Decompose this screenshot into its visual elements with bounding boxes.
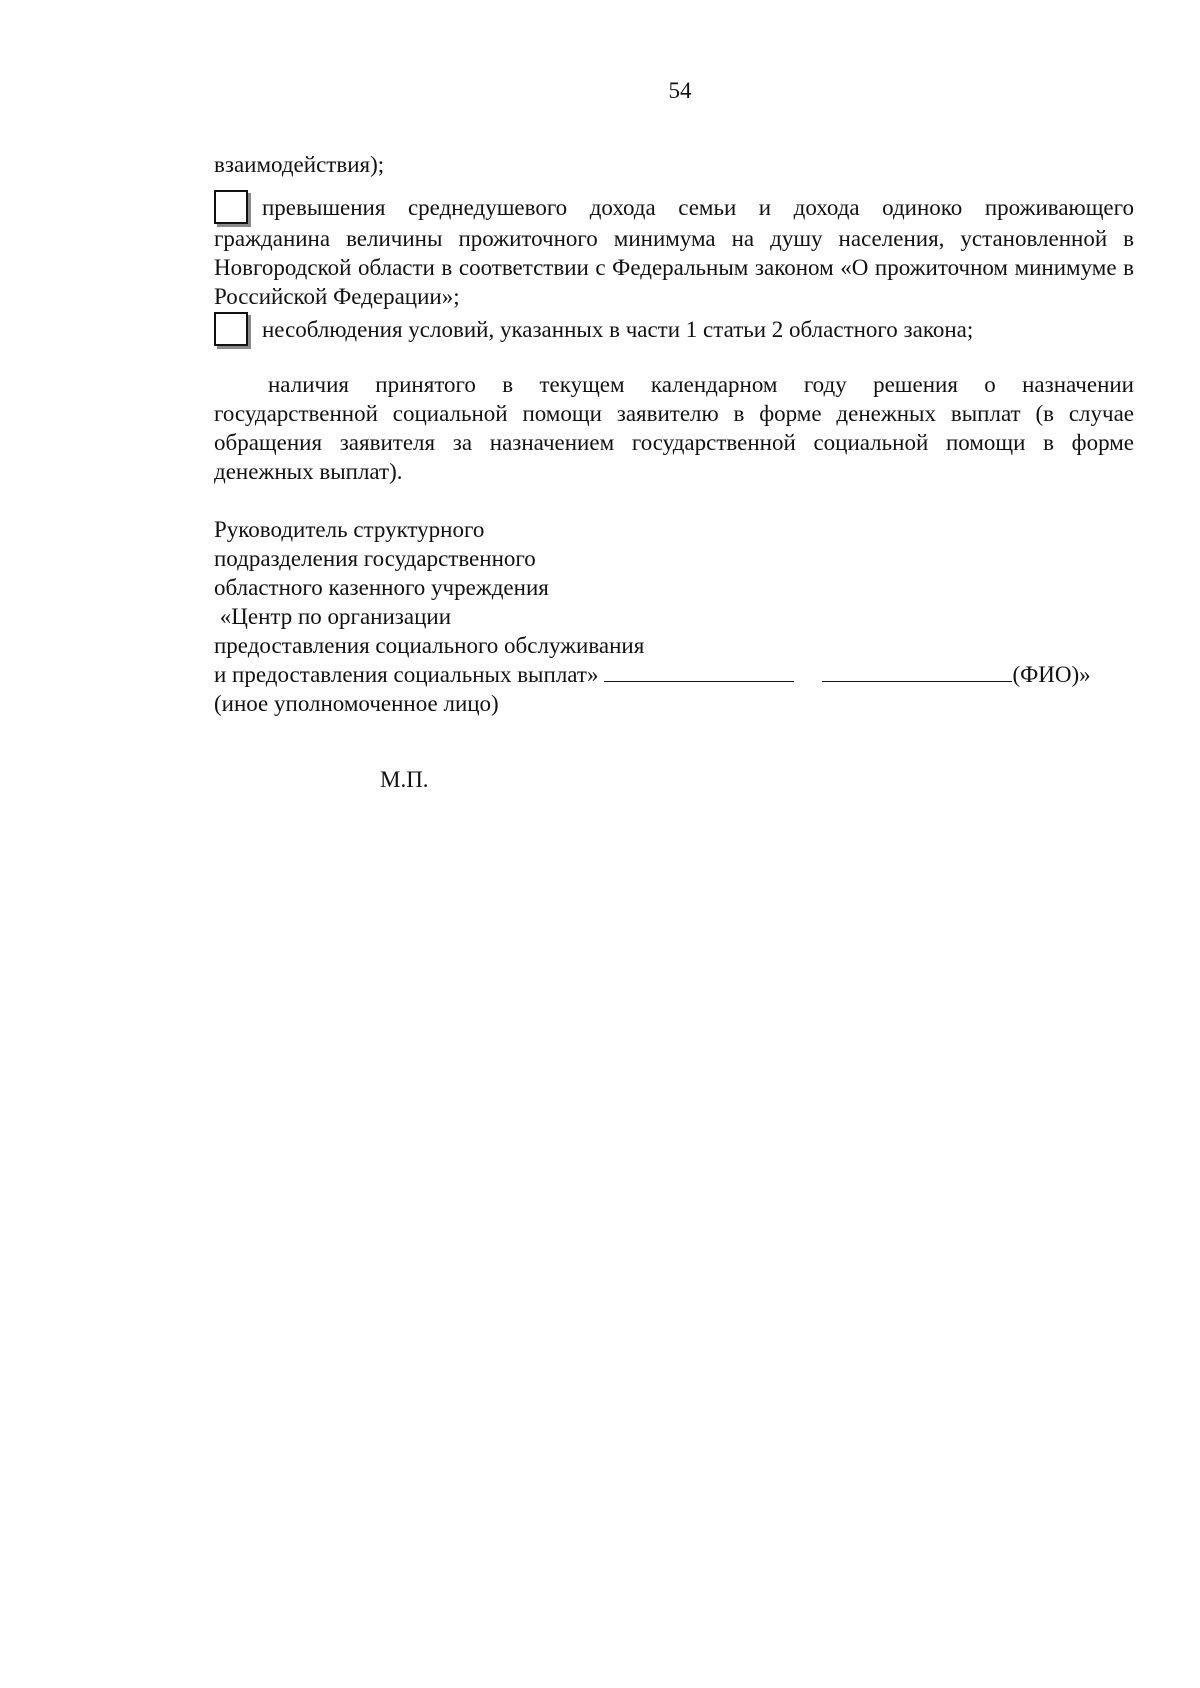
stamp-label: М.П. xyxy=(380,767,429,792)
item-text: наличия принятого в текущем календарном году решения о назначении государственной социальной помощи заявителю в форме денежных выплат (в случае обращения заявителя за назначением государственной социальной помощи в форме денежных выплат). xyxy=(214,372,1134,484)
list-item xyxy=(214,190,1134,311)
signature-line: и предоставления социальных выплат» xyxy=(214,662,599,687)
signature-line: «Центр по организации xyxy=(214,604,451,629)
list-item xyxy=(214,312,1134,346)
signature-block xyxy=(214,515,1134,718)
page-number: 54 xyxy=(668,78,692,103)
item-text: превышения среднедушевого дохода семьи и дохода одиноко проживающего гражданина величины прожиточного минимума на душу населения, установленной в Новгородской области в соответствии с Федеральным законом «О прожиточном минимуме в Российской Федерации»; xyxy=(214,195,1134,309)
fio-label: (ФИО)» xyxy=(1012,662,1091,687)
signature-line: (иное уполномоченное лицо) xyxy=(214,691,499,716)
list-item xyxy=(214,370,1134,486)
signature-line: подразделения государственного xyxy=(214,546,536,571)
checkbox-income-excess[interactable] xyxy=(214,190,248,224)
checkbox-conditions-noncompliance[interactable] xyxy=(214,312,248,346)
item-text: несоблюдения условий, указанных в части 1 статьи 2 областного закона; xyxy=(262,317,974,342)
continuation-text: взаимодействия); xyxy=(214,152,385,177)
signature-line-with-blanks xyxy=(214,660,1134,689)
signature-line: областного казенного учреждения xyxy=(214,575,549,600)
signature-line: предоставления социального обслуживания xyxy=(214,633,645,658)
signature-line: Руководитель структурного xyxy=(214,517,485,542)
signature-blank[interactable] xyxy=(604,661,794,682)
name-blank[interactable] xyxy=(822,661,1012,682)
